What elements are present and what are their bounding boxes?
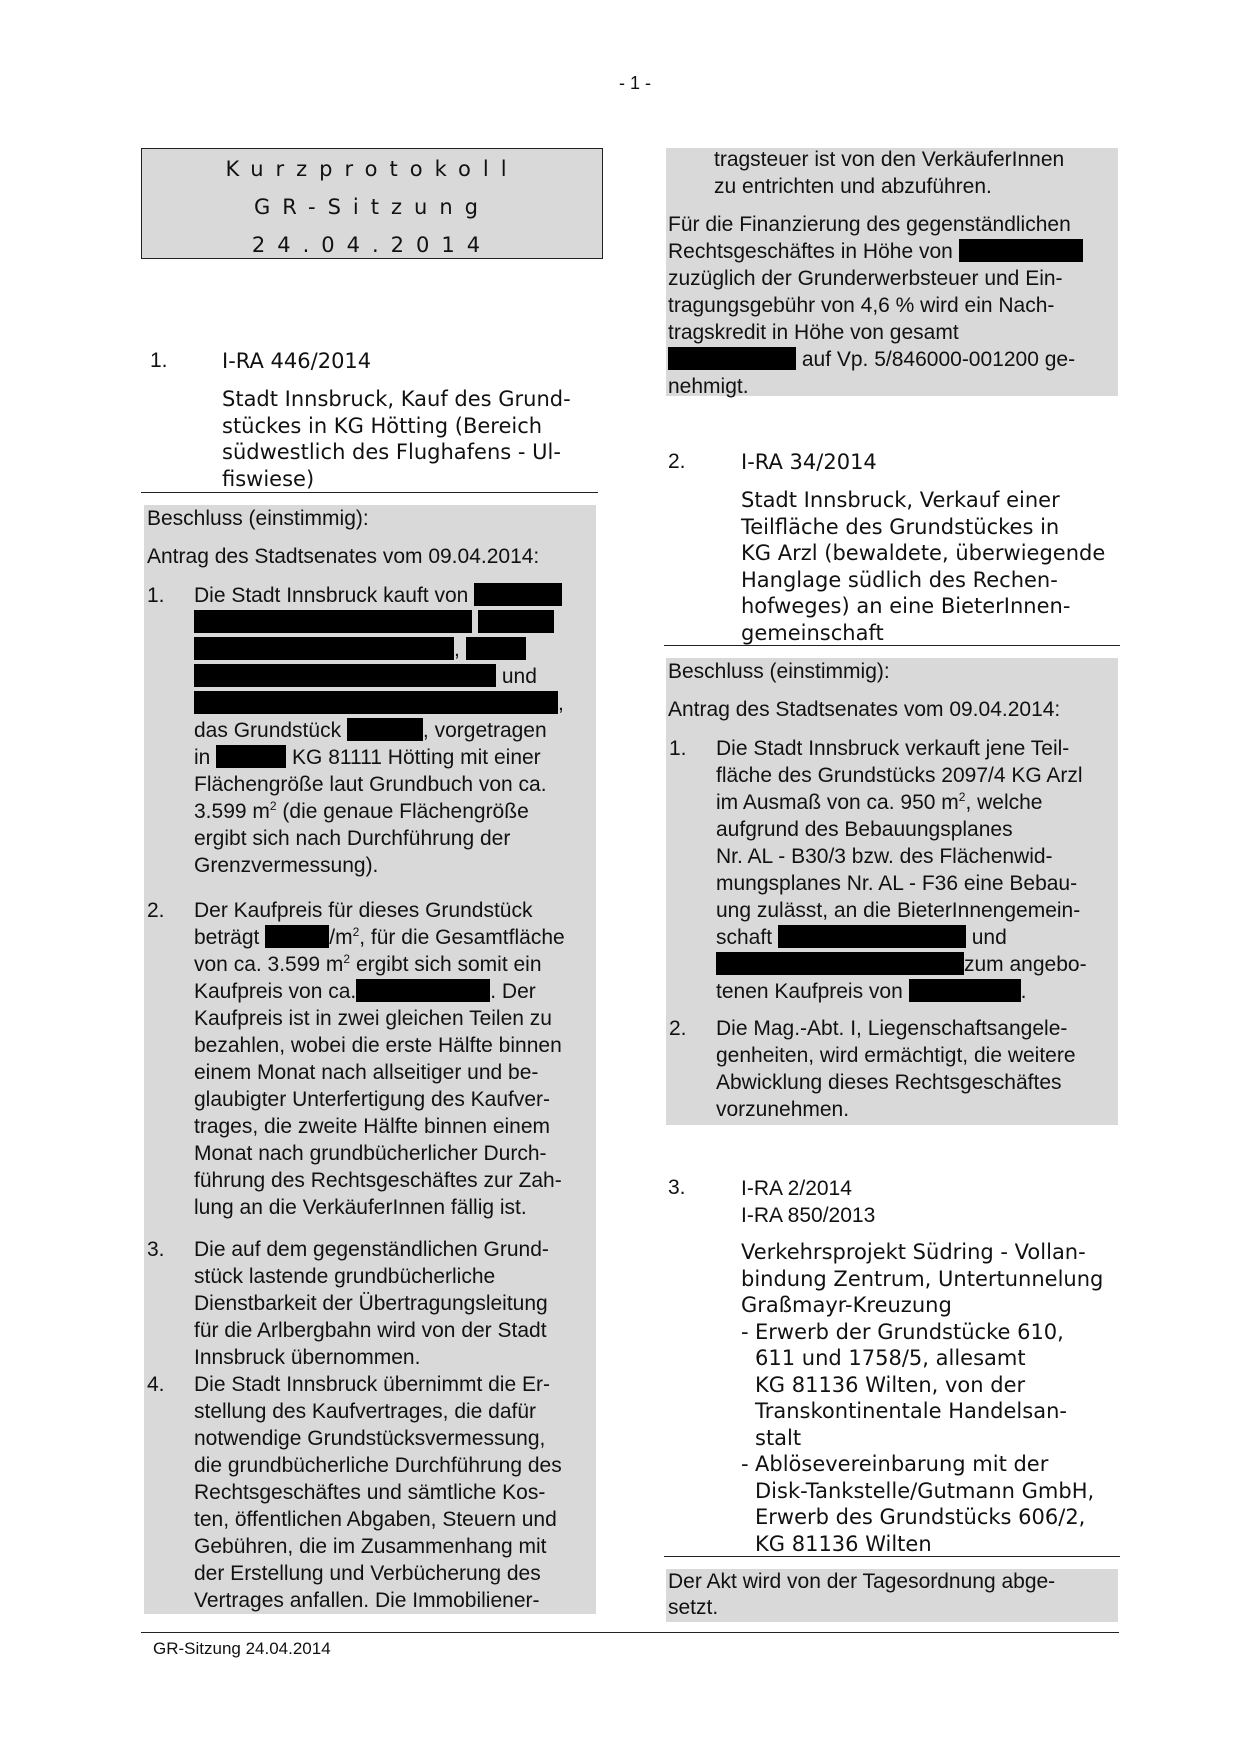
- point-text: Rechtsgeschäftes und sämtliche Kos-: [194, 1481, 546, 1504]
- point-text: Dienstbarkeit der Übertragungsleitung: [194, 1292, 548, 1315]
- page-number: - 1 -: [618, 73, 651, 93]
- item2-motion-label: Antrag des Stadtsenates vom 09.04.2014:: [668, 698, 1061, 721]
- point-text: in: [194, 746, 211, 769]
- point-text: im Ausmaß von ca. 950 m: [716, 791, 959, 814]
- redaction-bar: [716, 952, 964, 975]
- item3-ref: I-RA 2/2014: [741, 1177, 852, 1200]
- item3-title: [741, 1239, 1119, 1557]
- point-text: KG 81111 Hötting mit einer: [292, 746, 541, 769]
- item1-resolution-block: [144, 505, 596, 1614]
- footer-divider: [141, 1632, 1119, 1633]
- point-text: Die Stadt Innsbruck übernimmt die Er-: [194, 1373, 550, 1396]
- redaction-bar: [194, 691, 558, 714]
- redaction-bar: [216, 745, 286, 768]
- financing-text: Rechtsgeschäftes in Höhe von: [668, 240, 953, 263]
- point-text: Die Stadt Innsbruck verkauft jene Teil-: [716, 737, 1070, 760]
- point-text: aufgrund des Bebauungsplanes: [716, 818, 1013, 841]
- superscript: 2: [352, 925, 360, 939]
- point-text: .: [1020, 980, 1027, 1003]
- point-text: notwendige Grundstücksvermessung,: [194, 1427, 546, 1450]
- point-text: Kaufpreis von ca.: [194, 980, 357, 1003]
- item3-title-line: Graßmayr-Kreuzung: [741, 1293, 952, 1317]
- point-number: 1.: [669, 737, 687, 760]
- financing-text: auf Vp. 5/846000-001200 ge-: [801, 348, 1076, 371]
- point-number: 2.: [147, 899, 165, 922]
- redaction-bar: [778, 925, 966, 948]
- redaction-bar: [959, 239, 1083, 262]
- point-text: Abwicklung dieses Rechtsgeschäftes: [716, 1071, 1062, 1094]
- item3-bullet-1: [741, 1319, 1119, 1452]
- redaction-bar: [474, 583, 562, 606]
- item3-bullet-2: [741, 1451, 1119, 1557]
- item2-number: 2.: [668, 450, 686, 473]
- point-text: Gebühren, die im Zusammenhang mit: [194, 1535, 547, 1558]
- item2-resolution-block: [666, 658, 1118, 1125]
- item1-point-1: [144, 582, 596, 879]
- point-text: , welche: [965, 791, 1043, 814]
- item1-point-3: [144, 1236, 596, 1371]
- item1-ref: I-RA 446/2014: [222, 349, 372, 373]
- item2-title: [741, 487, 1119, 646]
- item1-continuation-block: [666, 148, 1118, 396]
- point-text: beträgt: [194, 926, 260, 949]
- point-text: Innsbruck übernommen.: [194, 1346, 421, 1369]
- point-text: zum angebo-: [964, 953, 1087, 976]
- item3-title-line: bindung Zentrum, Untertunnelung: [741, 1266, 1104, 1291]
- point-text: Die Stadt Innsbruck kauft von: [194, 584, 469, 607]
- financing-text: tragskredit in Höhe von gesamt: [668, 321, 959, 344]
- item1-title-line: stückes in KG Hötting (Bereich: [222, 413, 543, 438]
- item3-divider: [664, 1556, 1120, 1557]
- bullet-line: Transkontinentale Handelsan-: [755, 1399, 1067, 1423]
- redaction-bar: [356, 979, 490, 1002]
- point-text: Nr. AL - B30/3 bzw. des Flächenwid-: [716, 845, 1053, 868]
- superscript: 2: [958, 790, 966, 804]
- item3-refs: [741, 1175, 875, 1229]
- redaction-bar: [194, 610, 472, 633]
- point-number: 1.: [147, 584, 165, 607]
- point-text: mungsplanes Nr. AL - F36 eine Bebau-: [716, 872, 1078, 895]
- bullet-line: stalt: [755, 1425, 802, 1450]
- point-text: der Erstellung und Verbücherung des: [194, 1562, 541, 1585]
- bullet-line: - Ablösevereinbarung mit der: [755, 1452, 1049, 1476]
- point-text: Monat nach grundbücherlicher Durch-: [194, 1142, 547, 1165]
- point-text: /m: [329, 926, 353, 949]
- point-text: ung zulässt, an die BieterInnengemein-: [716, 899, 1081, 922]
- redaction-bar: [347, 718, 423, 741]
- item1-point-2: [144, 897, 596, 1221]
- item2-title-line: KG Arzl (bewaldete, überwiegende: [741, 541, 1106, 565]
- point-text: stück lastende grundbücherliche: [194, 1265, 496, 1288]
- point-text: vorzunehmen.: [716, 1098, 850, 1121]
- point-text: ,: [454, 638, 460, 661]
- point-text: . Der: [490, 980, 536, 1003]
- point-text: tenen Kaufpreis von: [716, 980, 903, 1003]
- item2-title-line: gemeinschaft: [741, 620, 884, 645]
- point-text: ergibt sich somit ein: [350, 953, 542, 976]
- redaction-bar: [194, 664, 496, 687]
- bullet-line: Erwerb des Grundstücks 606/2,: [755, 1505, 1086, 1529]
- point-text: die grundbücherliche Durchführung des: [194, 1454, 562, 1477]
- point-text: Flächengröße laut Grundbuch von ca.: [194, 773, 547, 796]
- point-text: Die auf dem gegenständlichen Grund-: [194, 1238, 549, 1261]
- footer-text: GR-Sitzung 24.04.2014: [153, 1639, 331, 1658]
- bullet-line: - Erwerb der Grundstücke 610,: [755, 1319, 1064, 1344]
- item2-title-line: Hanglage südlich des Rechen-: [741, 567, 1058, 592]
- item1-resolution-label: Beschluss (einstimmig):: [147, 507, 369, 530]
- point-text: (die genaue Flächengröße: [276, 800, 529, 823]
- point-text: 3.599 m: [194, 800, 270, 823]
- item3-result-text: Der Akt wird von der Tagesordnung abge-: [668, 1570, 1056, 1593]
- item2-ref: I-RA 34/2014: [741, 450, 877, 474]
- item1-title-line: fiswiese): [222, 466, 315, 491]
- continued-text: zu entrichten und abzuführen.: [714, 175, 992, 198]
- point-text: ergibt sich nach Durchführung der: [194, 827, 511, 850]
- bullet-line: 611 und 1758/5, allesamt: [755, 1346, 1026, 1370]
- point-text: Kaufpreis ist in zwei gleichen Teilen zu: [194, 1007, 552, 1030]
- point-text: und: [501, 665, 537, 688]
- point-number: 4.: [147, 1373, 165, 1396]
- point-text: Grenzvermessung).: [194, 854, 379, 877]
- point-text: fläche des Grundstücks 2097/4 KG Arzl: [716, 764, 1083, 787]
- point-text: das Grundstück: [194, 719, 342, 742]
- item3-title-line: Verkehrsprojekt Südring - Vollan-: [741, 1240, 1086, 1264]
- item1-point-4: [144, 1371, 596, 1614]
- point-number: 3.: [147, 1238, 165, 1261]
- point-text: ,: [558, 692, 564, 715]
- point-text: Der Kaufpreis für dieses Grundstück: [194, 899, 533, 922]
- redaction-bar: [265, 925, 329, 948]
- point-text: führung des Rechtsgeschäftes zur Zah-: [194, 1169, 562, 1192]
- financing-paragraph: [668, 211, 1118, 400]
- title-kurzprotokoll: Kurzprotokoll: [225, 157, 519, 181]
- item1-motion-label: Antrag des Stadtsenates vom 09.04.2014:: [147, 545, 540, 568]
- financing-text: zuzüglich der Grunderwerbsteuer und Ein-: [668, 267, 1063, 290]
- item2-divider: [664, 645, 1120, 646]
- bullet-line: KG 81136 Wilten: [755, 1531, 932, 1556]
- item2-title-line: Stadt Innsbruck, Verkauf einer: [741, 488, 1060, 512]
- point-text: lung an die VerkäuferInnen fällig ist.: [194, 1196, 527, 1219]
- point-text: schaft: [716, 926, 773, 949]
- point-text: für die Arlbergbahn wird von der Stadt: [194, 1319, 547, 1342]
- item3-result-text: setzt.: [668, 1596, 719, 1619]
- redaction-bar: [478, 610, 554, 633]
- redaction-bar: [194, 637, 454, 660]
- financing-text: nehmigt.: [668, 375, 749, 398]
- item2-resolution-label: Beschluss (einstimmig):: [668, 660, 890, 683]
- point-text: trages, die zweite Hälfte binnen einem: [194, 1115, 551, 1138]
- title-session: GR-Sitzung: [254, 195, 490, 219]
- item3-result-block: [666, 1569, 1118, 1622]
- item1-divider: [141, 492, 598, 493]
- item2-point-1: [666, 735, 1118, 1005]
- point-text: Vertrages anfallen. Die Immobiliener-: [194, 1589, 540, 1612]
- point-text: , vorgetragen: [422, 719, 547, 742]
- point-text: , für die Gesamtfläche: [359, 926, 565, 949]
- point-text: ten, öffentlichen Abgaben, Steuern und: [194, 1508, 557, 1531]
- superscript: 2: [269, 799, 277, 813]
- continued-text: tragsteuer ist von den VerkäuferInnen: [714, 148, 1065, 171]
- financing-text: tragungsgebühr von 4,6 % wird ein Nach-: [668, 294, 1055, 317]
- bullet-line: Disk-Tankstelle/Gutmann GmbH,: [755, 1478, 1095, 1503]
- item2-point-2: [666, 1015, 1118, 1123]
- item1-title: [222, 386, 602, 492]
- item1-title-line: Stadt Innsbruck, Kauf des Grund-: [222, 387, 571, 411]
- item2-title-line: Teilfläche des Grundstückes in: [741, 514, 1060, 539]
- item1-title-line: südwestlich des Flughafens - Ul-: [222, 440, 561, 464]
- document-title-box: [141, 148, 603, 259]
- point-text: bezahlen, wobei die erste Hälfte binnen: [194, 1034, 562, 1057]
- item1-number: 1.: [150, 349, 168, 372]
- point-number: 2.: [669, 1017, 687, 1040]
- item3-number: 3.: [668, 1176, 686, 1199]
- point-text: stellung des Kaufvertrages, die dafür: [194, 1400, 537, 1423]
- financing-text: Für die Finanzierung des gegenständlichen: [668, 213, 1071, 236]
- point-text: genheiten, wird ermächtigt, die weitere: [716, 1044, 1076, 1067]
- point-text: Die Mag.-Abt. I, Liegenschaftsangele-: [716, 1017, 1068, 1040]
- point-text: glaubigter Unterfertigung des Kaufver-: [194, 1088, 551, 1111]
- title-date: 24.04.2014: [251, 233, 493, 257]
- point-text: einem Monat nach allseitiger und be-: [194, 1061, 539, 1084]
- redaction-bar: [909, 979, 1021, 1002]
- point-text: von ca. 3.599 m: [194, 953, 344, 976]
- item2-title-line: hofweges) an eine BieterInnen-: [741, 594, 1071, 618]
- redaction-bar: [466, 637, 526, 660]
- item3-ref: I-RA 850/2013: [741, 1204, 876, 1227]
- superscript: 2: [343, 952, 351, 966]
- redaction-bar: [668, 347, 796, 370]
- point-text: und: [971, 926, 1007, 949]
- bullet-line: KG 81136 Wilten, von der: [755, 1372, 1026, 1397]
